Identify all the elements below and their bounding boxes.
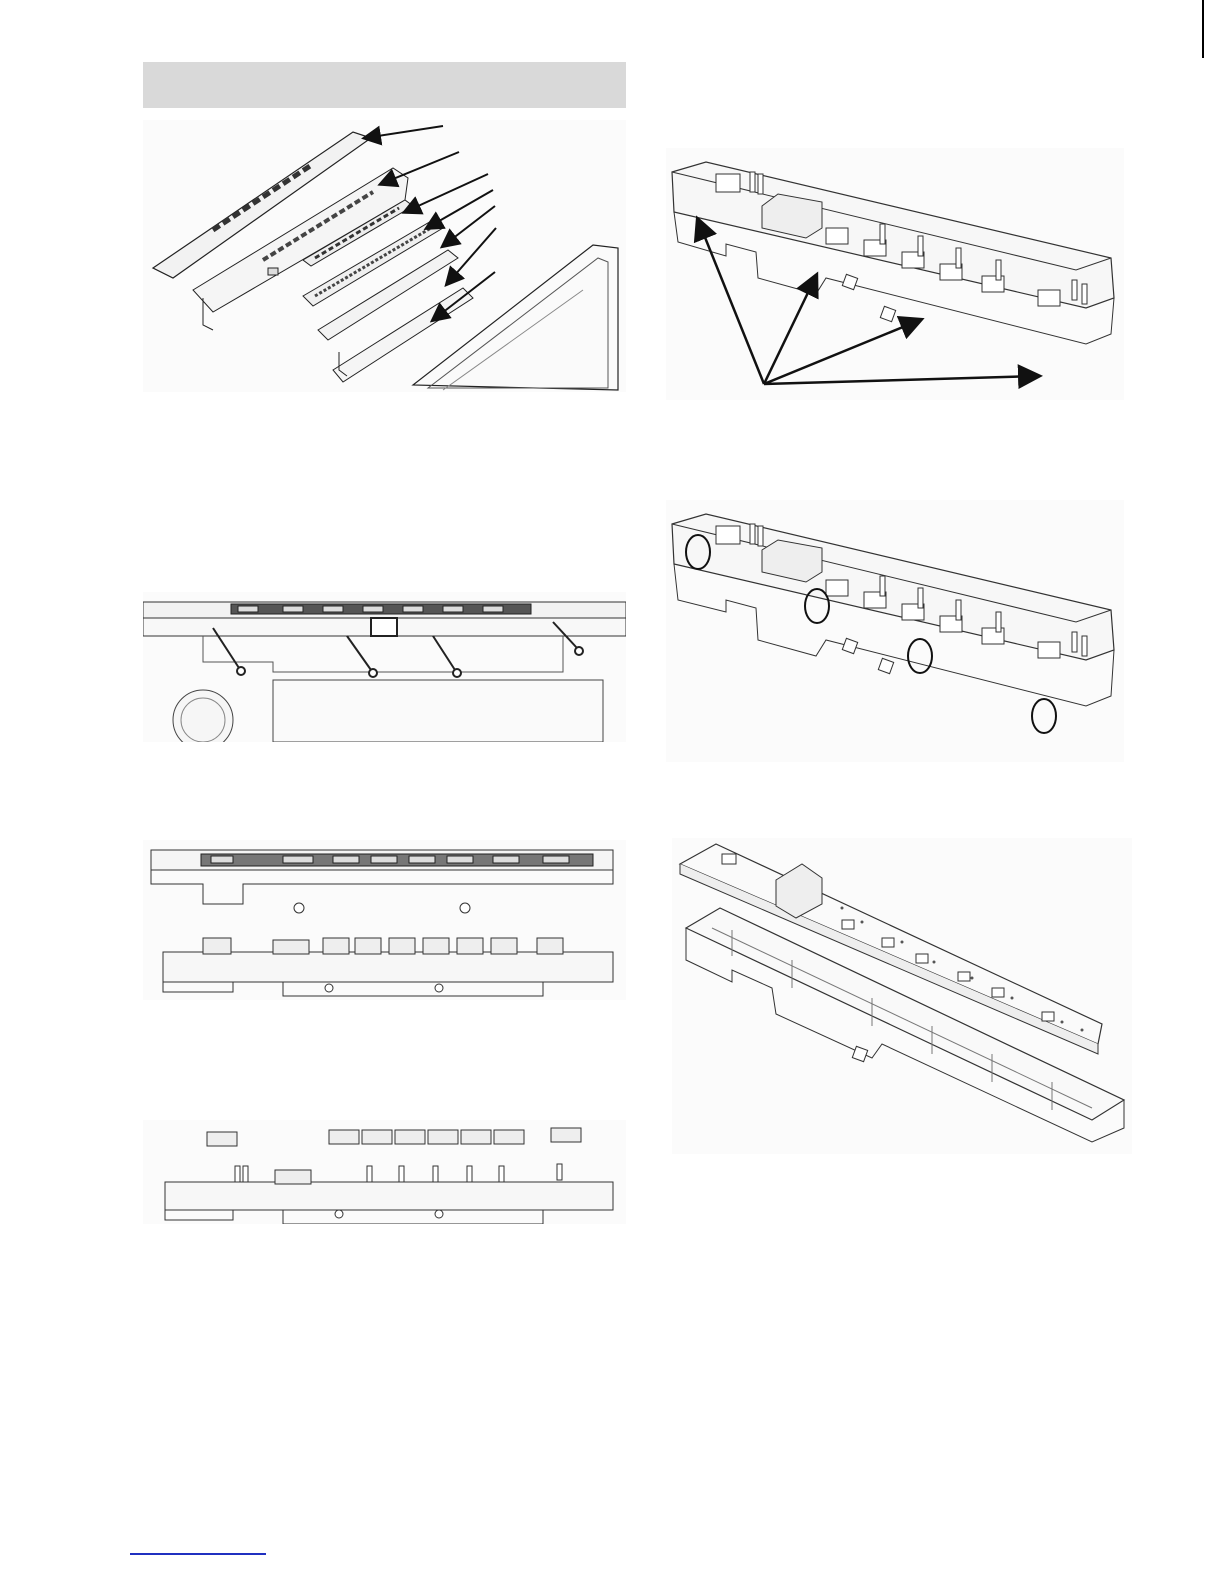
circled-callout-illustration: [666, 500, 1124, 762]
page-edge-rule: [1202, 0, 1204, 58]
section-header-bar: [143, 62, 626, 108]
fig-board-housing-tabs: [666, 148, 1124, 400]
arrow-callout-illustration: [666, 148, 1124, 400]
footer-link-underline[interactable]: [130, 1553, 266, 1555]
fig-exploded-control-panel: [143, 120, 626, 392]
fig-door-top-screws: [143, 592, 626, 742]
pcb-removal-illustration: [672, 838, 1132, 1154]
fig-pcb-removed-from-housing: [672, 838, 1132, 1154]
fig-panel-and-board-separated: [143, 840, 626, 1000]
fig-buttons-removed: [143, 1120, 626, 1224]
separated-parts-illustration: [143, 840, 626, 1000]
fig-board-housing-circled: [666, 500, 1124, 762]
button-caps-illustration: [143, 1120, 626, 1224]
screw-location-illustration: [143, 592, 626, 742]
exploded-view-illustration: [143, 120, 626, 392]
